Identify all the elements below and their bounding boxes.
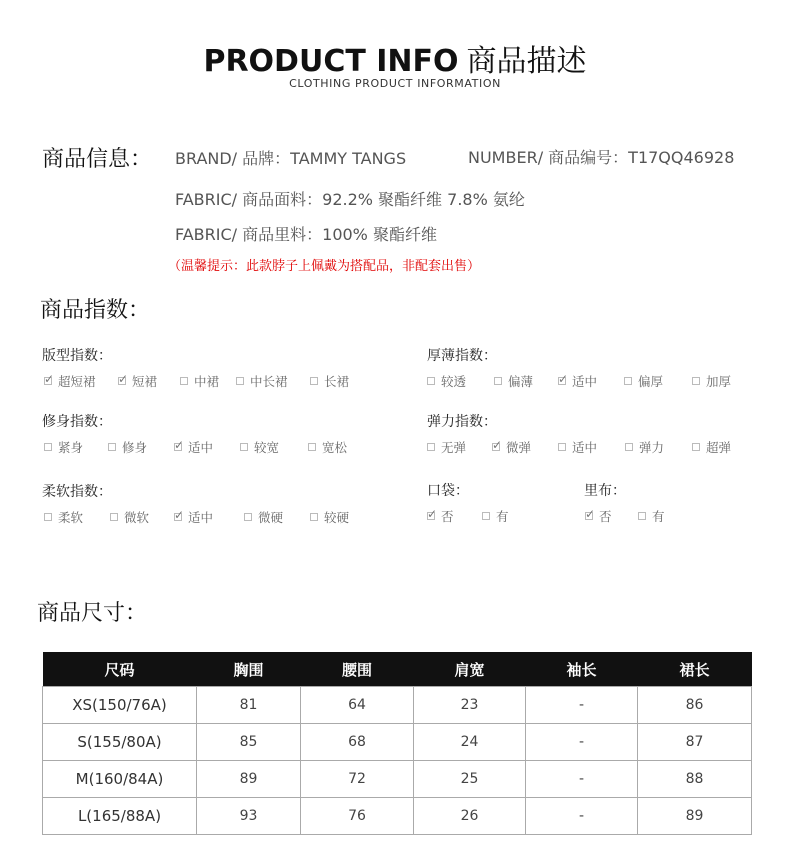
checkbox-checked-icon [44, 377, 52, 385]
thickness-option-4: 偏厚 [624, 372, 663, 390]
fit-option-3: ✓ 适中 [174, 438, 213, 456]
checkbox-empty-icon [494, 377, 502, 385]
elastic-option-4: 弹力 [625, 438, 664, 456]
table-cell: - [526, 724, 638, 761]
table-cell: XS(150/76A) [43, 687, 197, 724]
thickness-option-5: 加厚 [692, 372, 731, 390]
table-cell: 89 [197, 761, 301, 798]
checkbox-empty-icon [108, 443, 116, 451]
version-option-2: ✓ 短裙 [118, 372, 157, 390]
index-section-title: 商品指数： [40, 298, 151, 323]
checkbox-empty-icon [692, 377, 700, 385]
size-section-title: 商品尺寸： [37, 601, 148, 626]
info-section-title: 商品信息： [42, 147, 153, 172]
table-cell: 89 [638, 798, 752, 835]
soft-option-4: 微硬 [244, 508, 283, 526]
table-row [43, 687, 752, 724]
table-row [43, 724, 752, 761]
soft-option-3: ✓ 适中 [174, 508, 213, 526]
elastic-index-label: 弹力指数： [427, 414, 497, 430]
thickness-index-label: 厚薄指数： [427, 348, 497, 364]
table-cell: 23 [414, 687, 526, 724]
checkbox-empty-icon [624, 377, 632, 385]
checkbox-empty-icon [692, 443, 700, 451]
table-cell: 93 [197, 798, 301, 835]
table-cell: 64 [301, 687, 414, 724]
table-cell: 25 [414, 761, 526, 798]
column-header-length: 裙长 [638, 652, 752, 687]
page-subtitle: CLOTHING PRODUCT INFORMATION [289, 77, 501, 90]
table-cell: - [526, 687, 638, 724]
column-header-shoulder: 肩宽 [414, 652, 526, 687]
checkbox-empty-icon [558, 443, 566, 451]
size-table [42, 652, 752, 835]
warm-tip-note: （温馨提示：此款脖子上佩戴为搭配品，非配套出售） [168, 259, 481, 274]
table-cell: 85 [197, 724, 301, 761]
checkbox-checked-icon [174, 443, 182, 451]
checkbox-empty-icon [308, 443, 316, 451]
fit-option-2: 修身 [108, 438, 147, 456]
column-header-waist: 腰围 [301, 652, 414, 687]
checkbox-empty-icon [310, 513, 318, 521]
fabric-face-text: FABRIC/ 商品面料：92.2% 聚酯纤维 7.8% 氨纶 [175, 190, 525, 209]
brand-text: BRAND/ 品牌：TAMMY TANGS [175, 149, 407, 168]
table-cell: 86 [638, 687, 752, 724]
size-table-header [43, 652, 752, 687]
checkbox-empty-icon [240, 443, 248, 451]
fit-option-1: 紧身 [44, 438, 83, 456]
checkbox-checked-icon [492, 443, 500, 451]
checkbox-checked-icon [118, 377, 126, 385]
table-cell: M(160/84A) [43, 761, 197, 798]
pocket-option-1: ✓ 否 [427, 507, 454, 525]
table-cell: 76 [301, 798, 414, 835]
soft-index-label: 柔软指数： [42, 484, 112, 500]
title-en: PRODUCT INFO [203, 44, 459, 79]
table-cell: - [526, 798, 638, 835]
page-title [0, 36, 790, 80]
table-cell: 72 [301, 761, 414, 798]
table-cell: L(165/88A) [43, 798, 197, 835]
soft-option-2: 微软 [110, 508, 149, 526]
checkbox-empty-icon [236, 377, 244, 385]
lining-label: 里布： [584, 483, 626, 499]
table-row [43, 798, 752, 835]
lining-option-1: ✓ 否 [585, 507, 612, 525]
number-text: NUMBER/ 商品编号：T17QQ46928 [468, 148, 735, 167]
thickness-option-1: 较透 [427, 372, 466, 390]
elastic-option-1: 无弹 [427, 438, 466, 456]
thickness-option-3: ✓ 适中 [558, 372, 597, 390]
fit-index-label: 修身指数： [42, 414, 112, 430]
elastic-option-3: 适中 [558, 438, 597, 456]
table-cell: - [526, 761, 638, 798]
version-option-5: 长裙 [310, 372, 349, 390]
fit-option-4: 较宽 [240, 438, 279, 456]
checkbox-checked-icon [558, 377, 566, 385]
table-row [43, 761, 752, 798]
soft-option-5: 较硬 [310, 508, 349, 526]
checkbox-empty-icon [44, 443, 52, 451]
table-cell: 26 [414, 798, 526, 835]
column-header-sleeve: 袖长 [526, 652, 638, 687]
thickness-option-2: 偏薄 [494, 372, 533, 390]
checkbox-checked-icon [585, 512, 593, 520]
elastic-option-2: ✓ 微弹 [492, 438, 531, 456]
checkbox-empty-icon [244, 513, 252, 521]
version-option-4: 中长裙 [236, 372, 288, 390]
title-cn: 商品描述 [466, 44, 587, 79]
table-cell: S(155/80A) [43, 724, 197, 761]
fabric-lining-text: FABRIC/ 商品里料：100% 聚酯纤维 [175, 225, 437, 244]
soft-option-1: 柔软 [44, 508, 83, 526]
checkbox-empty-icon [482, 512, 490, 520]
checkbox-empty-icon [310, 377, 318, 385]
checkbox-checked-icon [174, 513, 182, 521]
table-cell: 88 [638, 761, 752, 798]
checkbox-checked-icon [427, 512, 435, 520]
table-cell: 87 [638, 724, 752, 761]
pocket-option-2: 有 [482, 507, 509, 525]
checkbox-empty-icon [110, 513, 118, 521]
version-index-label: 版型指数： [42, 348, 112, 364]
pocket-label: 口袋： [427, 483, 469, 499]
checkbox-empty-icon [638, 512, 646, 520]
checkbox-empty-icon [427, 443, 435, 451]
checkbox-empty-icon [625, 443, 633, 451]
version-option-1: ✓ 超短裙 [44, 372, 96, 390]
fit-option-5: 宽松 [308, 438, 347, 456]
checkbox-empty-icon [44, 513, 52, 521]
column-header-bust: 胸围 [197, 652, 301, 687]
version-option-3: 中裙 [180, 372, 219, 390]
checkbox-empty-icon [180, 377, 188, 385]
elastic-option-5: 超弹 [692, 438, 731, 456]
lining-option-2: 有 [638, 507, 665, 525]
table-cell: 24 [414, 724, 526, 761]
column-header-size: 尺码 [43, 652, 197, 687]
checkbox-empty-icon [427, 377, 435, 385]
table-cell: 68 [301, 724, 414, 761]
table-cell: 81 [197, 687, 301, 724]
